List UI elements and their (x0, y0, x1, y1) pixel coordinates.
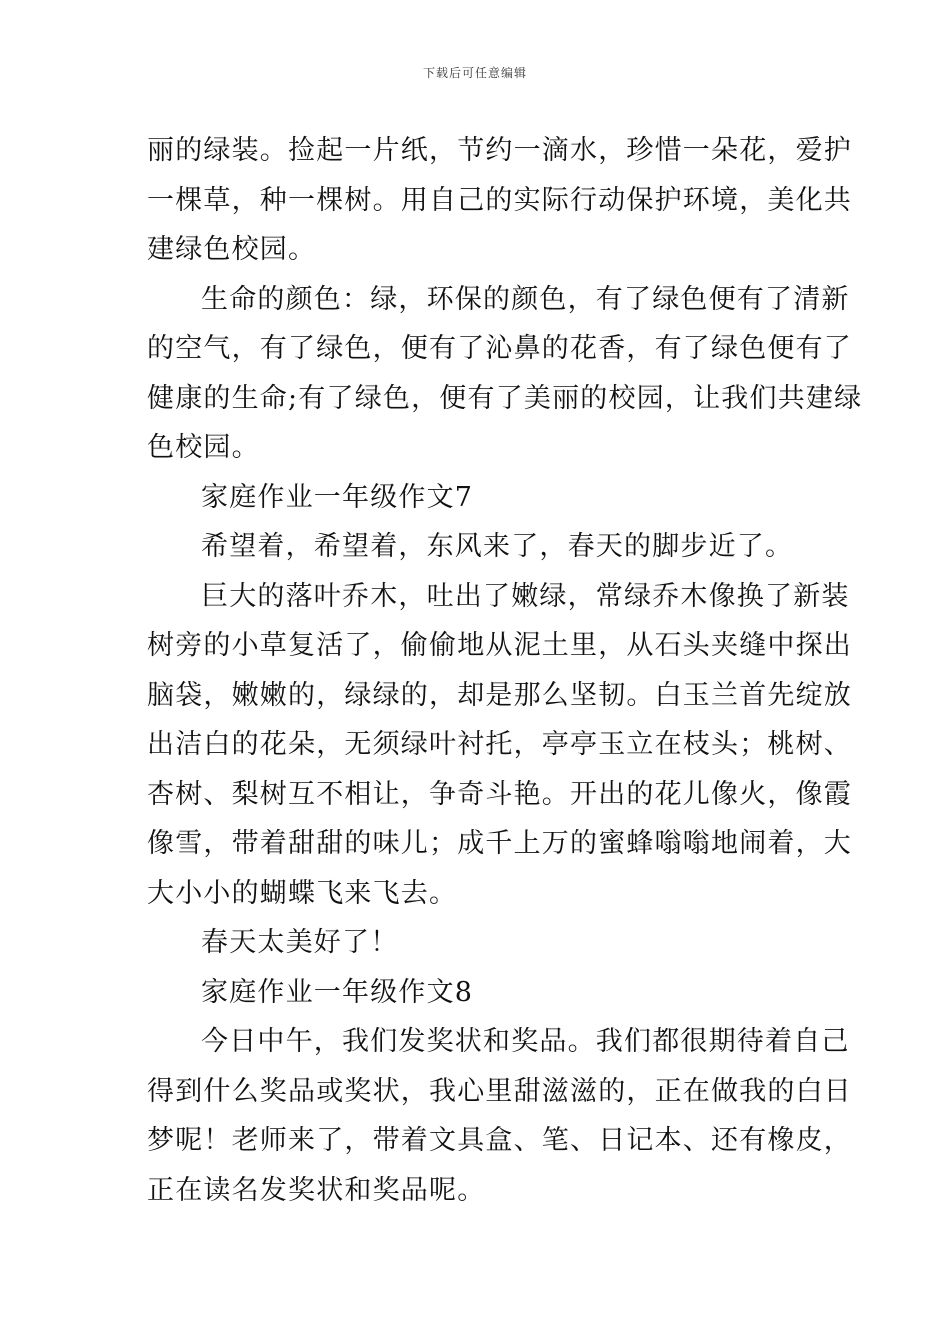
text-line: 大小小的蝴蝶飞来飞去。 (147, 877, 458, 909)
text-line: 的空气，有了绿色，便有了沁鼻的花香，有了绿色便有了 (147, 333, 852, 364)
text-line: 家庭作业一年级作文7 (201, 481, 474, 513)
section-heading (147, 473, 812, 523)
paragraph (147, 572, 852, 919)
paragraph (147, 126, 852, 275)
text-line: 丽的绿装。捡起一片纸，节约一滴水，珍惜一朵花，爱护 (147, 135, 852, 166)
text-line: 巨大的落叶乔木，吐出了嫩绿，常绿乔木像换了新装 (201, 580, 850, 612)
paragraph (147, 522, 812, 572)
text-line: 像雪，带着甜甜的味儿；成千上万的蜜蜂嗡嗡地闹着，大 (147, 828, 852, 859)
paragraph (147, 1017, 852, 1215)
paragraph (147, 275, 863, 473)
text-line: 梦呢！老师来了，带着文具盒、笔、日记本、还有橡皮， (147, 1125, 852, 1156)
text-line: 树旁的小草复活了，偷偷地从泥土里，从石头夹缝中探出 (147, 630, 852, 661)
text-line: 春天太美好了！ (201, 927, 399, 958)
section-heading (147, 968, 812, 1018)
text-line: 一棵草，种一棵树。用自己的实际行动保护环境，美化共 (147, 184, 852, 216)
text-line: 得到什么奖品或奖状，我心里甜滋滋的，正在做我的白日 (147, 1075, 852, 1107)
text-line: 生命的颜色：绿，环保的颜色，有了绿色便有了清新 (201, 283, 850, 315)
text-line: 脑袋，嫩嫩的，绿绿的，却是那么坚韧。白玉兰首先绽放 (147, 679, 852, 711)
text-line: 色校园。 (147, 432, 260, 463)
text-line: 希望着，希望着，东风来了，春天的脚步近了。 (201, 531, 794, 562)
text-line: 今日中午，我们发奖状和奖品。我们都很期待着自己 (201, 1026, 850, 1057)
text-line: 杏树、梨树互不相让，争奇斗艳。开出的花儿像火，像霞 (147, 778, 852, 810)
text-line: 建绿色校园。 (147, 234, 317, 265)
text-line: 健康的生命;有了绿色，便有了美丽的校园，让我们共建绿 (147, 382, 863, 414)
text-line: 出洁白的花朵，无须绿叶衬托，亭亭玉立在枝头；桃树、 (147, 729, 852, 760)
paragraph (147, 918, 812, 968)
text-line: 家庭作业一年级作文8 (201, 976, 474, 1008)
text-line: 正在读名发奖状和奖品呢。 (147, 1174, 486, 1206)
page-header: 下载后可任意编辑 (422, 66, 527, 80)
document-body (147, 126, 863, 1215)
